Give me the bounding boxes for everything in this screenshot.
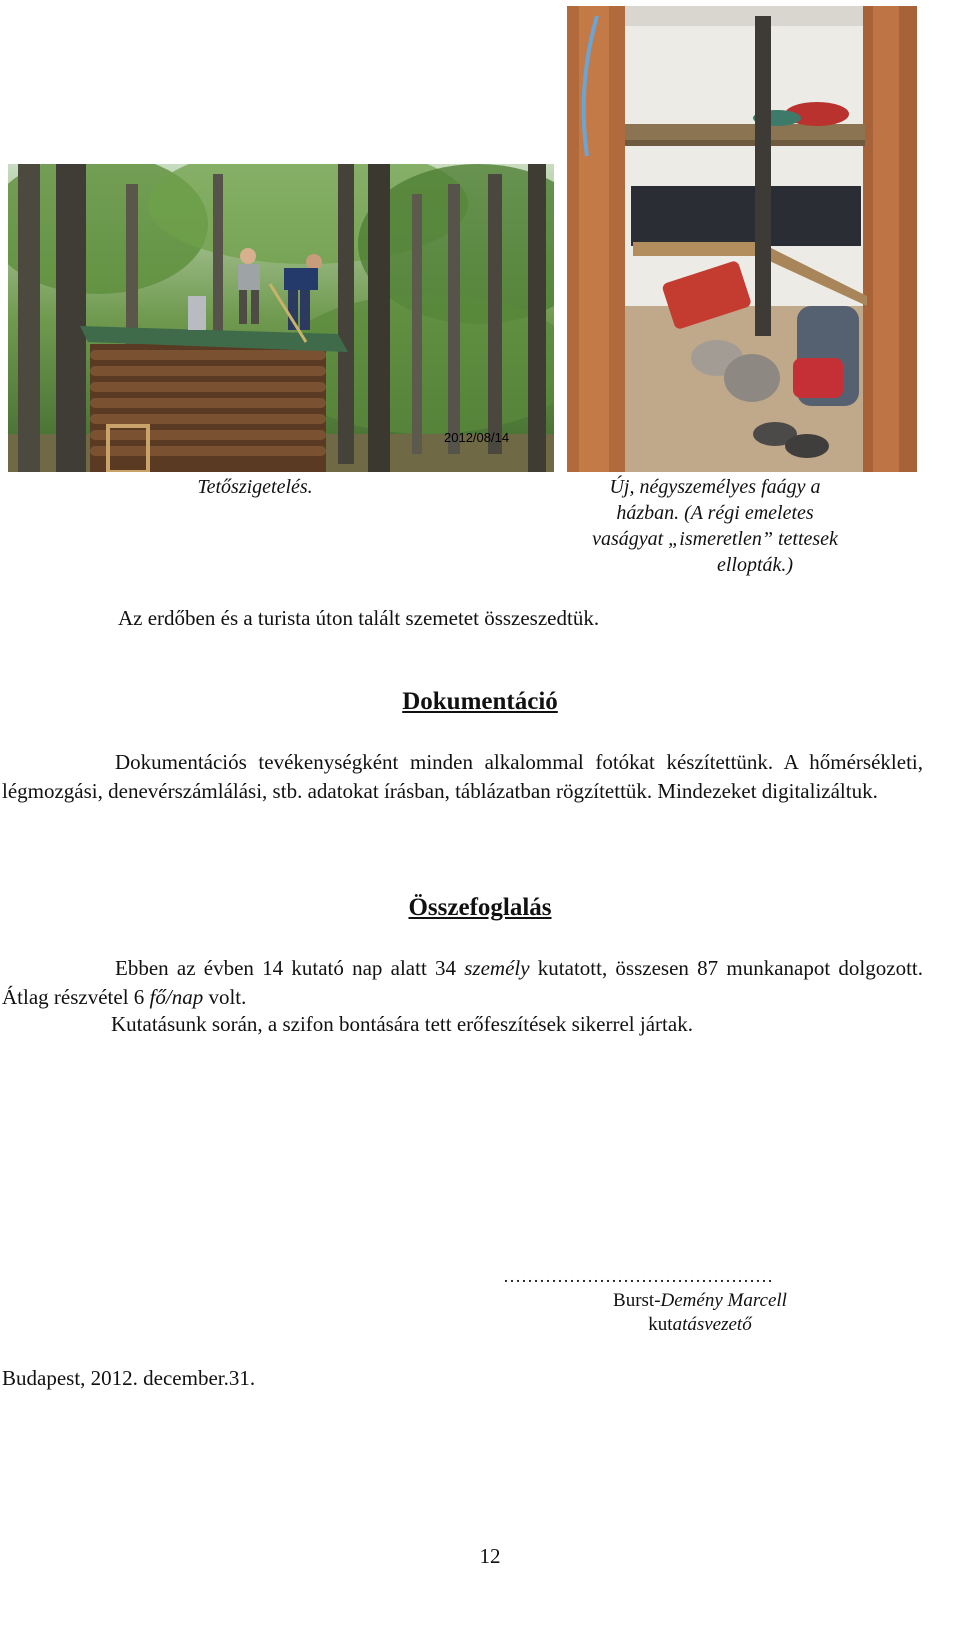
caption-right-line-1: Új, négyszemélyes faágy a: [609, 476, 821, 498]
photo-date-stamp: 2012/08/14: [444, 430, 510, 445]
summary-text-per-day: fő/nap: [149, 985, 204, 1009]
signature-role-italic: atásvezető: [672, 1314, 752, 1335]
caption-left: Tetőszigetelés.: [197, 476, 313, 498]
roof-scene-illustration: [8, 164, 554, 472]
signature-name: [540, 1290, 860, 1312]
caption-right-line-3: vaságyat „ismeretlen” tettesek: [592, 528, 838, 550]
signature-dots: ………………………………………: [503, 1266, 773, 1286]
caption-right-line-2: házban. (A régi emeletes: [616, 502, 814, 524]
heading-documentation: Dokumentáció: [402, 688, 558, 715]
caption-right-line-4: ellopták.): [716, 554, 794, 576]
signature-role: [540, 1314, 860, 1336]
summary-paragraph-1: [2, 954, 923, 1012]
page-number: 12: [479, 1544, 501, 1568]
heading-summary: Összefoglalás: [408, 894, 552, 921]
summary-text-e: volt.: [203, 985, 247, 1009]
photo-new-wooden-bed: [567, 6, 917, 472]
caption-right: [560, 474, 870, 578]
signature-name-plain: Burst-: [613, 1290, 661, 1311]
summary-text-person: személy: [464, 956, 530, 980]
summary-paragraph-2: Kutatásunk során, a szifon bontására tett erőfeszítések sikerrel jártak.: [111, 1012, 693, 1036]
documentation-paragraph: Dokumentációs tevékenységként minden alkalommal fotókat készítettünk. A hőmérsékleti, légmozgási, denevérszámlálási, stb. adatokat írásban, táblázatban rögzítettük. Mindezeket digitalizáltuk.: [2, 750, 923, 803]
bunk-scene-illustration: [567, 6, 917, 472]
place-date: Budapest, 2012. december.31.: [2, 1366, 256, 1390]
photo-roof-insulation: [8, 164, 554, 472]
summary-text-c: kutatott, összesen 87 munkanapot dolgozott. Átlag részvétel 6: [2, 956, 923, 1009]
summary-text-a: Ebben az évben 14 kutató nap alatt 34: [115, 956, 465, 980]
signature-role-plain: kut: [648, 1314, 673, 1335]
trash-collection-sentence: Az erdőben és a turista úton talált szemetet összeszedtük.: [118, 606, 600, 630]
signature-name-italic: Demény Marcell: [660, 1290, 787, 1311]
